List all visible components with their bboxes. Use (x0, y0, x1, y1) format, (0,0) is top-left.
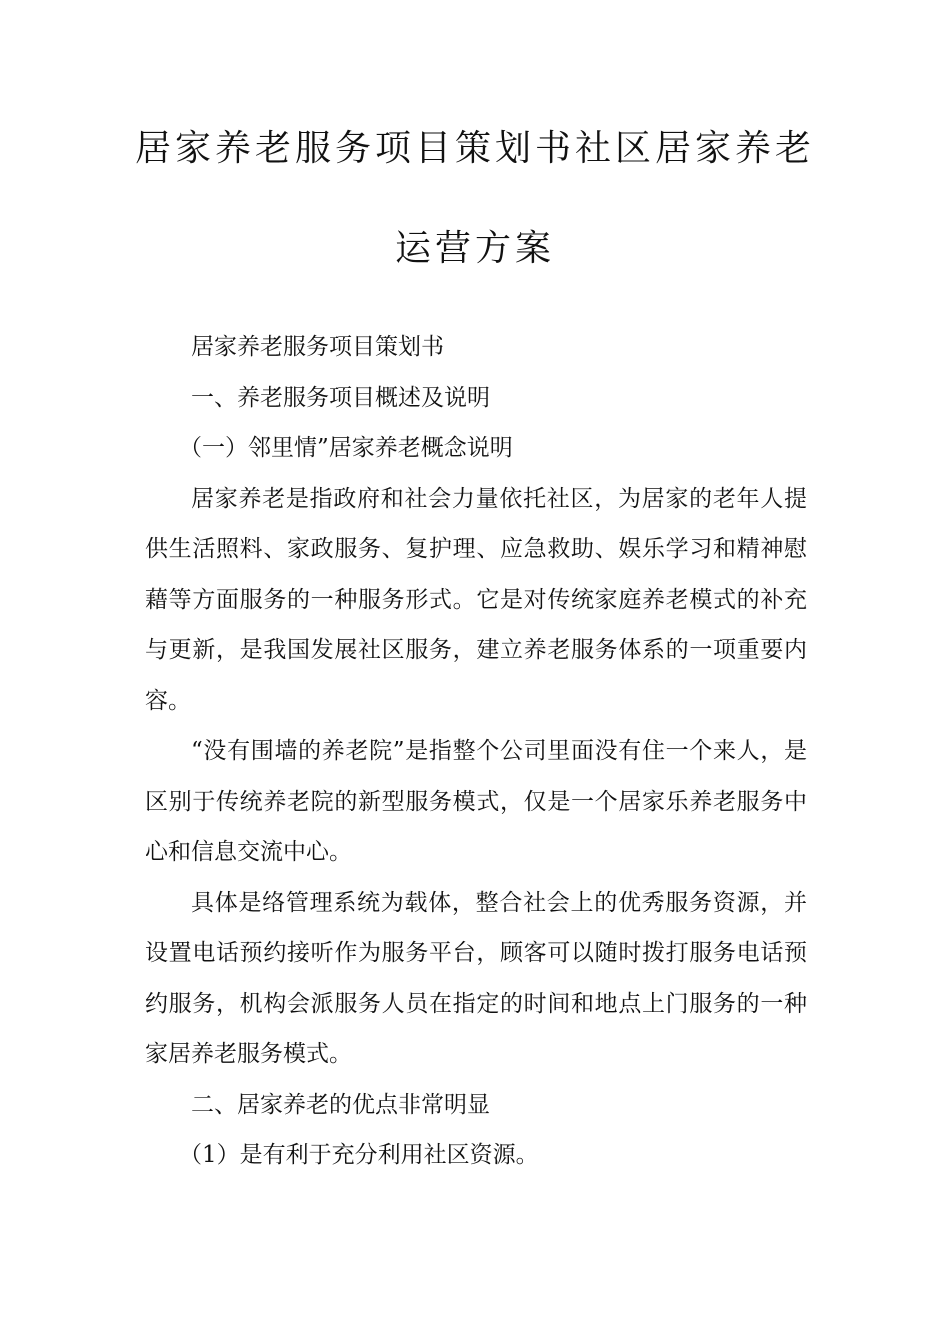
list-item-advantage-1: （1）是有利于充分利用社区资源。 (179, 1142, 539, 1168)
section-heading-advantages: 二、居家养老的优点非常明显 (191, 1091, 490, 1118)
section-heading-plan: 居家养老服务项目策划书 (191, 334, 444, 360)
document-title-line-1: 居家养老服务项目策划书社区居家养老 (134, 128, 815, 169)
section-heading-overview: 一、养老服务项目概述及说明 (191, 384, 490, 411)
paragraph-no-wall-nursing-home: “没有围墙的养老院”是指整个公司里面没有住一个来人，是区别于传统养老院的新型服务模式，仅是一个居家乐养老服务中心和信息交流中心。 (145, 738, 807, 865)
subsection-heading-concept: （一）邻里情”居家养老概念说明 (179, 435, 513, 461)
paragraph-service-model: 具体是络管理系统为载体，整合社会上的优秀服务资源，并设置电话预约接听作为服务平台，顾客可以随时拨打服务电话预约服务，机构会派服务人员在指定的时间和地点上门服务的一种家居养老服务模式。 (145, 889, 807, 1067)
document-title-line-2: 运营方案 (394, 228, 555, 269)
paragraph-definition: 居家养老是指政府和社会力量依托社区，为居家的老年人提供生活照料、家政服务、复护理、应急救助、娱乐学习和精神慰藉等方面服务的一种服务形式。它是对传统家庭养老模式的补充与更新，是我国发展社区服务，建立养老服务体系的一项重要内容。 (145, 485, 807, 714)
document-body (145, 322, 807, 1181)
